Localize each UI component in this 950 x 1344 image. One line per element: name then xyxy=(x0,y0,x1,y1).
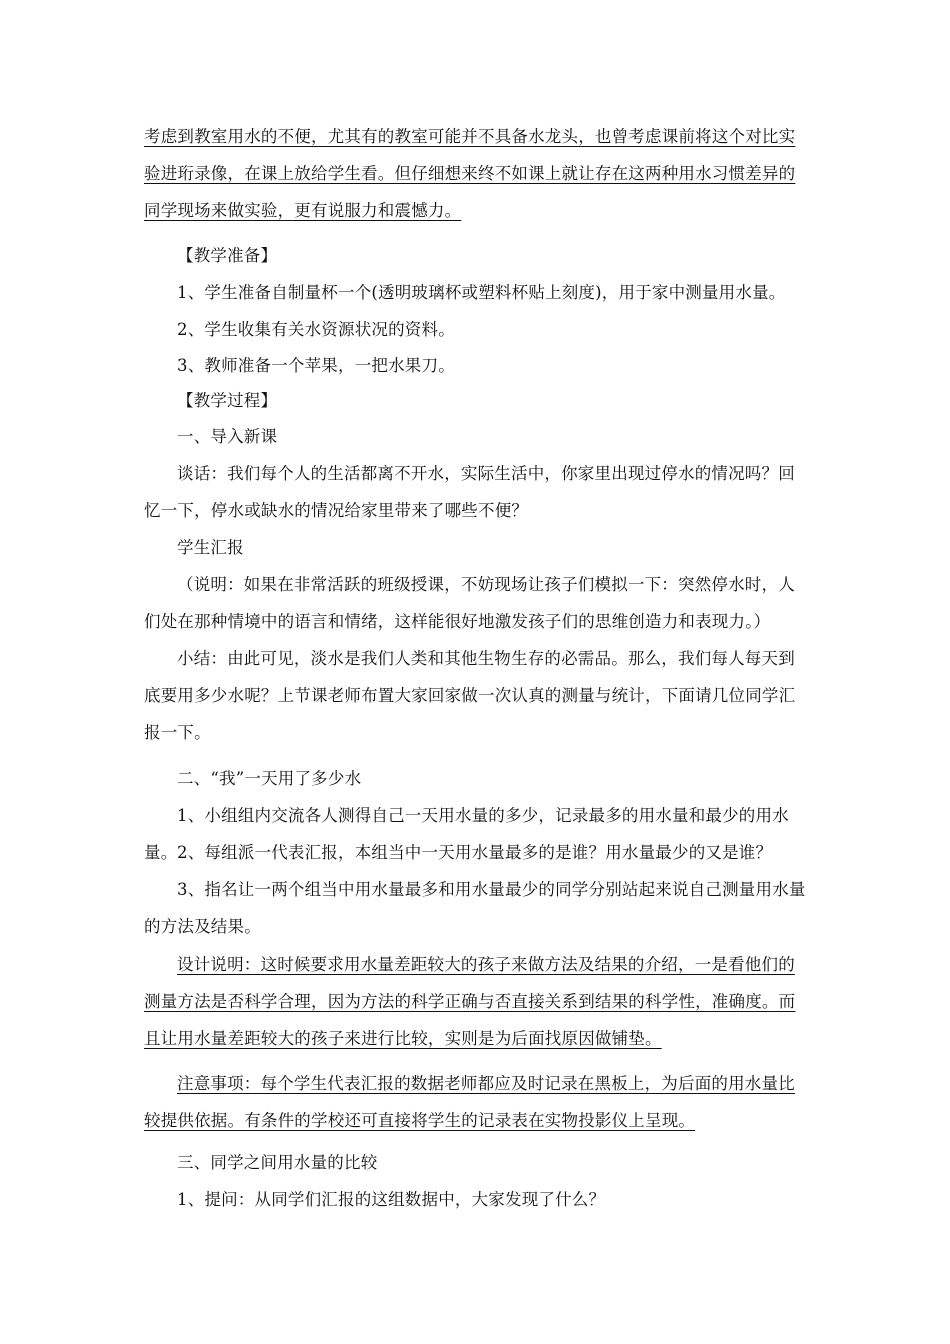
section-3-title: 三、同学之间用水量的比较 xyxy=(177,1153,378,1172)
question-1: 1、提问：从同学们汇报的这组数据中，大家发现了什么？ xyxy=(177,1190,606,1209)
step-3: 3、指名让一两个组当中用水量最多和用水量最少的同学分别站起来说自己测量用水量的方法及结果。 xyxy=(144,880,806,936)
prep-item-2: 2、学生收集有关水资源状况的资料。 xyxy=(177,320,455,339)
step-2: 2、每组派一代表汇报，本组当中一天用水量最多的是谁？用水量最少的又是谁？ xyxy=(177,843,773,862)
talk-paragraph: 谈话：我们每个人的生活都离不开水，实际生活中，你家里出现过停水的情况吗？回忆一下，停水或缺水的情况给家里带来了哪些不便？ xyxy=(144,464,795,520)
section-2-title: 二、“我”一天用了多少水 xyxy=(177,769,362,788)
attention-note: 注意事项：每个学生代表汇报的数据老师都应及时记录在黑板上，为后面的用水量比较提供依据。有条件的学校还可直接将学生的记录表在实物投影仪上呈现。 xyxy=(144,1074,795,1130)
explanation-note: （说明：如果在非常活跃的班级授课，不妨现场让孩子们模拟一下：突然停水时，人们处在那种情境中的语言和情绪，这样能很好地激发孩子们的思维创造力和表现力。） xyxy=(144,575,795,631)
design-note: 设计说明：这时候要求用水量差距较大的孩子来做方法及结果的介绍，一是看他们的测量方法是否科学合理，因为方法的科学正确与否直接关系到结果的科学性，准确度。而且让用水量差距较大的孩子来进行比较，实则是为后面找原因做铺垫。 xyxy=(144,955,796,1048)
section-1-title: 一、导入新课 xyxy=(177,427,278,446)
student-report: 学生汇报 xyxy=(177,538,244,557)
step-1: 1、小组组内交流各人测得自己一天用水量的多少，记录最多的用水量和最少的用水量。 xyxy=(144,806,789,862)
prep-item-1: 1、学生准备自制量杯一个(透明玻璃杯或塑料杯贴上刻度)，用于家中测量用水量。 xyxy=(177,283,786,302)
intro-paragraph: 考虑到教室用水的不便，尤其有的教室可能并不具备水龙头，也曾考虑课前将这个对比实验进珩录像，在课上放给学生看。但仔细想来终不如课上就让存在这两种用水习惯差异的同学现场来做实验，更有说服力和震憾力。 xyxy=(144,127,796,220)
heading-teaching-preparation: 【教学准备】 xyxy=(177,246,278,265)
prep-item-3: 3、教师准备一个苹果，一把水果刀。 xyxy=(177,356,455,375)
summary-paragraph: 小结：由此可见，淡水是我们人类和其他生物生存的必需品。那么，我们每人每天到底要用多少水呢？上节课老师布置大家回家做一次认真的测量与统计，下面请几位同学汇报一下。 xyxy=(144,649,796,742)
heading-teaching-process: 【教学过程】 xyxy=(177,391,278,410)
